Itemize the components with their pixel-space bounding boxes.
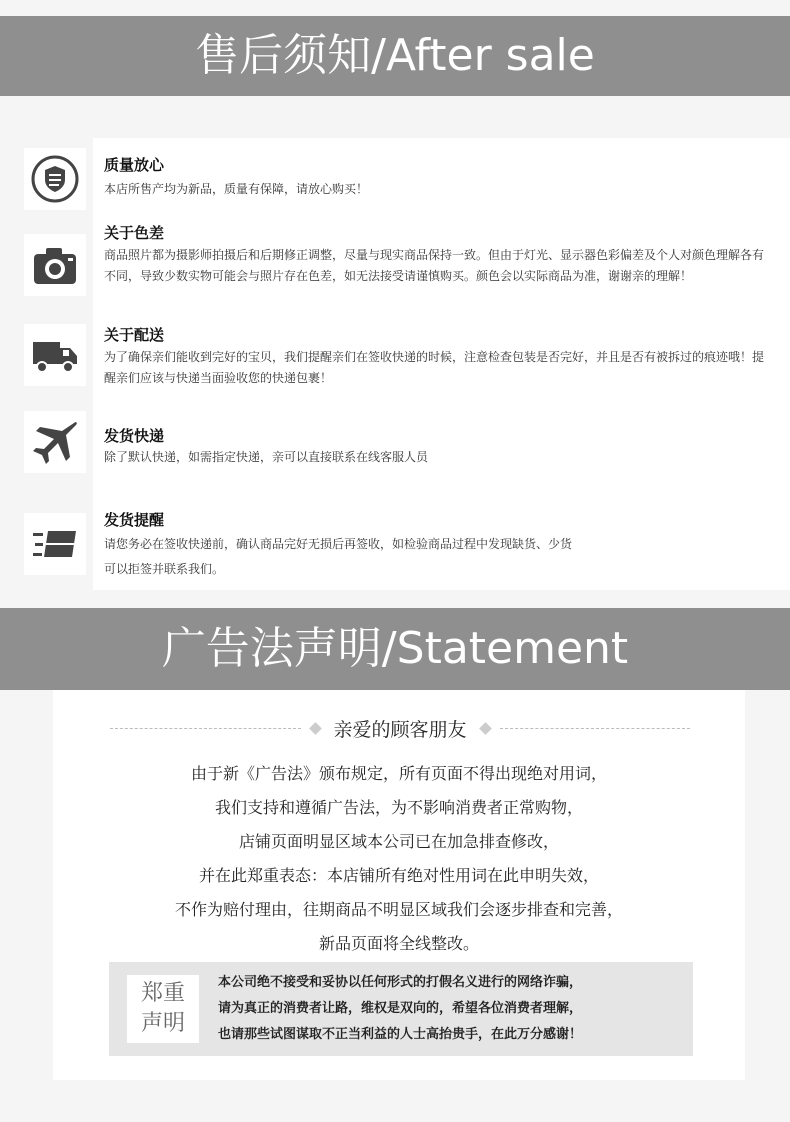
item-title: 关于配送 [104,326,165,344]
statement-line: 不作为赔付理由，往期商品不明显区域我们会逐步排查和完善， [174,900,623,919]
solemn-line: 请为真正的消费者让路，维权是双向的，希望各位消费者理解， [218,1001,583,1016]
statement-title: 广告法声明/Statement [161,623,629,674]
statement-line: 由于新《广告法》颁布规定，所有页面不得出现绝对用词， [190,764,607,783]
divider [110,728,301,729]
solemn-label-text: 郑重 声明 [140,981,185,1036]
solemn-text [218,970,688,1048]
diamond-icon [479,722,492,735]
statement-line: 店铺页面明显区域本公司已在加急排查修改， [238,832,559,851]
statement-body [53,757,745,961]
divider [500,728,691,729]
greeting-row [110,713,690,743]
greeting: 亲爱的顾客朋友 [333,718,467,741]
solemn-label [127,975,199,1043]
item-desc: 请您务必在签收快递前，确认商品完好无损后再签收，如检验商品过程中发现缺货、少货 可以拒签并联系我们。 [104,537,573,576]
statement-line: 我们支持和遵循广告法，为不影响消费者正常购物， [214,798,583,817]
after-sale-banner [0,16,790,96]
shield-icon [24,148,86,210]
item-title: 发货提醒 [104,511,165,529]
statement-banner [0,608,790,690]
item-desc: 商品照片都为摄影师拍摄后和后期修正调整，尽量与现实商品保持一致。但由于灯光、显示器色彩偏差及个人对颜色理解各有不同，导致少数实物可能会与照片存在色差，如无法接受请谨慎购买。颜色会以实际商品为准，谢谢亲的理解！ [104,248,765,283]
solemn-line: 也请那些试图谋取不正当利益的人士高抬贵手，在此万分感谢！ [218,1027,583,1042]
item-title: 质量放心 [104,156,165,174]
solemn-line: 本公司绝不接受和妥协以任何形式的打假名义进行的网络诈骗， [218,975,583,990]
after-sale-title: 售后须知/After sale [195,30,595,81]
item-desc: 本店所售产均为新品，质量有保障，请放心购买！ [104,182,369,196]
truck-icon [24,324,86,386]
fast-delivery-icon [24,513,86,575]
item-title: 关于色差 [104,224,165,242]
airplane-icon [24,411,86,473]
diamond-icon [309,722,322,735]
statement-line: 并在此郑重表态：本店铺所有绝对性用词在此申明失效， [198,866,599,885]
statement-line: 新品页面将全线整改。 [318,934,479,953]
item-desc: 为了确保亲们能收到完好的宝贝，我们提醒亲们在签收快递的时候，注意检查包装是否完好，并且是否有被拆过的痕迹哦！提醒亲们应该与快递当面验收您的快递包裹！ [104,350,765,385]
item-desc: 除了默认快递，如需指定快递，亲可以直接联系在线客服人员 [104,450,429,464]
camera-icon [24,234,86,296]
item-title: 发货快递 [104,427,165,445]
